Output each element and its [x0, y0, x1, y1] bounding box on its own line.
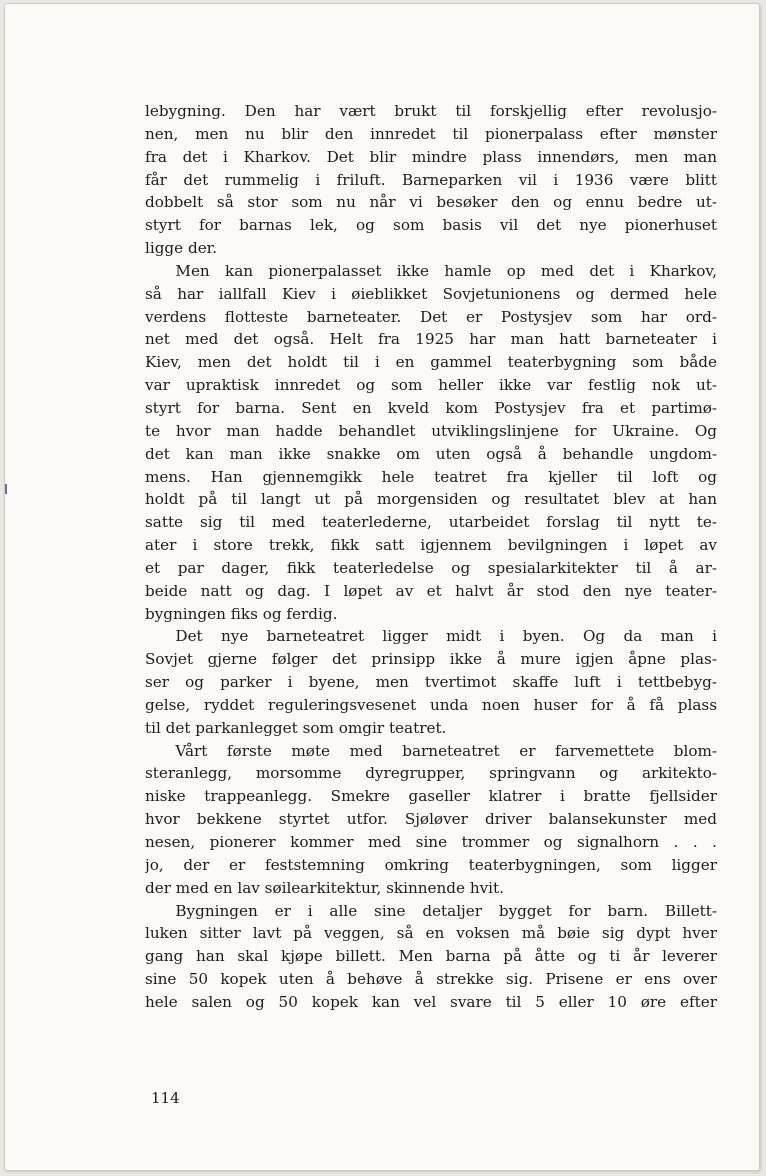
text-line: til det parkanlegget som omgir teatret.	[145, 718, 447, 737]
text-line: ser og parker i byene, men tvertimot skaffe luft i tettbebyg-	[145, 673, 717, 692]
text-line: ater i store trekk, fikk satt igjennem bevilgningen i løpet av	[145, 536, 717, 555]
text-line: Det nye barneteatret ligger midt i byen. Og da man i	[175, 627, 717, 646]
page-number: 114	[151, 1089, 180, 1107]
text-line: net med det også. Helt fra 1925 har man hatt barneteater i	[145, 330, 717, 349]
text-line: hvor bekkene styrtet utfor. Sjøløver driver balansekunster med	[145, 810, 717, 829]
text-line: steranlegg, morsomme dyregrupper, springvann og arkitekto-	[145, 764, 717, 783]
text-line: et par dager, fikk teaterledelse og spesialarkitekter til å ar-	[145, 558, 717, 577]
text-line: nen, men nu blir den innredet til pionerpalass efter mønster	[145, 124, 717, 143]
text-line: Kiev, men det holdt til i en gammel teaterbygning som både	[145, 353, 717, 372]
paragraph	[145, 900, 717, 1014]
text-line: ligge der.	[145, 239, 218, 258]
text-line: Sovjet gjerne følger det prinsipp ikke å mure igjen åpne plas-	[145, 650, 717, 669]
page-edge-mark	[5, 484, 7, 494]
text-line: beide natt og dag. I løpet av et halvt år stod den nye teater-	[145, 581, 717, 600]
text-line: Men kan pionerpalasset ikke hamle op med det i Kharkov,	[175, 261, 717, 280]
text-line: dobbelt så stor som nu når vi besøker den og ennu bedre ut-	[145, 193, 717, 212]
text-line: gang han skal kjøpe billett. Men barna på åtte og ti år leverer	[145, 947, 717, 966]
text-line: sine 50 kopek uten å behøve å strekke sig. Prisene er ens over	[145, 970, 717, 989]
text-line: Bygningen er i alle sine detaljer bygget for barn. Billett-	[175, 901, 717, 920]
text-line: der med en lav søilearkitektur, skinnende hvit.	[145, 878, 504, 897]
text-line: verdens flotteste barneteater. Det er Postysjev som har ord-	[145, 307, 717, 326]
paragraph	[145, 260, 717, 626]
text-line: så har iallfall Kiev i øieblikket Sovjetunionens og dermed hele	[145, 284, 717, 303]
text-line: hele salen og 50 kopek kan vel svare til 5 eller 10 øre efter	[145, 992, 717, 1011]
text-line: holdt på til langt ut på morgensiden og resultatet blev at han	[145, 490, 717, 509]
text-line: gelse, ryddet reguleringsvesenet unda noen huser for å få plass	[145, 695, 717, 714]
text-line: fra det i Kharkov. Det blir mindre plass innendørs, men man	[145, 147, 717, 166]
text-line: satte sig til med teaterlederne, utarbeidet forslag til nytt te-	[145, 513, 717, 532]
text-line: styrt for barnas lek, og som basis vil det nye pionerhuset	[145, 216, 717, 235]
text-line: Vårt første møte med barneteatret er farvemettete blom-	[175, 741, 717, 760]
text-line: får det rummelig i friluft. Barneparken vil i 1936 være blitt	[145, 170, 717, 189]
text-line: lebygning. Den har vært brukt til forskjellig efter revolusjo-	[145, 102, 717, 120]
text-line: luken sitter lavt på veggen, så en voksen må bøie sig dypt hver	[145, 924, 717, 943]
book-page	[4, 3, 760, 1171]
text-line: det kan man ikke snakke om uten også å behandle ungdom-	[145, 444, 717, 463]
text-line: jo, der er feststemning omkring teaterbygningen, som ligger	[145, 855, 717, 874]
text-line: te hvor man hadde behandlet utviklingslinjene for Ukraine. Og	[145, 421, 717, 440]
paragraph	[145, 625, 717, 739]
text-line: nesen, pionerer kommer med sine trommer og signalhorn . . .	[145, 833, 717, 851]
text-line: styrt for barna. Sent en kveld kom Postysjev fra et partimø-	[145, 398, 717, 417]
paragraph	[145, 740, 717, 900]
paragraph	[145, 100, 717, 260]
text-line: niske trappeanlegg. Smekre gaseller klatrer i bratte fjellsider	[145, 787, 717, 806]
text-line: mens. Han gjennemgikk hele teatret fra kjeller til loft og	[145, 467, 717, 486]
body-text	[145, 100, 717, 1014]
text-line: bygningen fiks og ferdig.	[145, 604, 338, 623]
text-line: var upraktisk innredet og som heller ikke var festlig nok ut-	[145, 376, 717, 395]
